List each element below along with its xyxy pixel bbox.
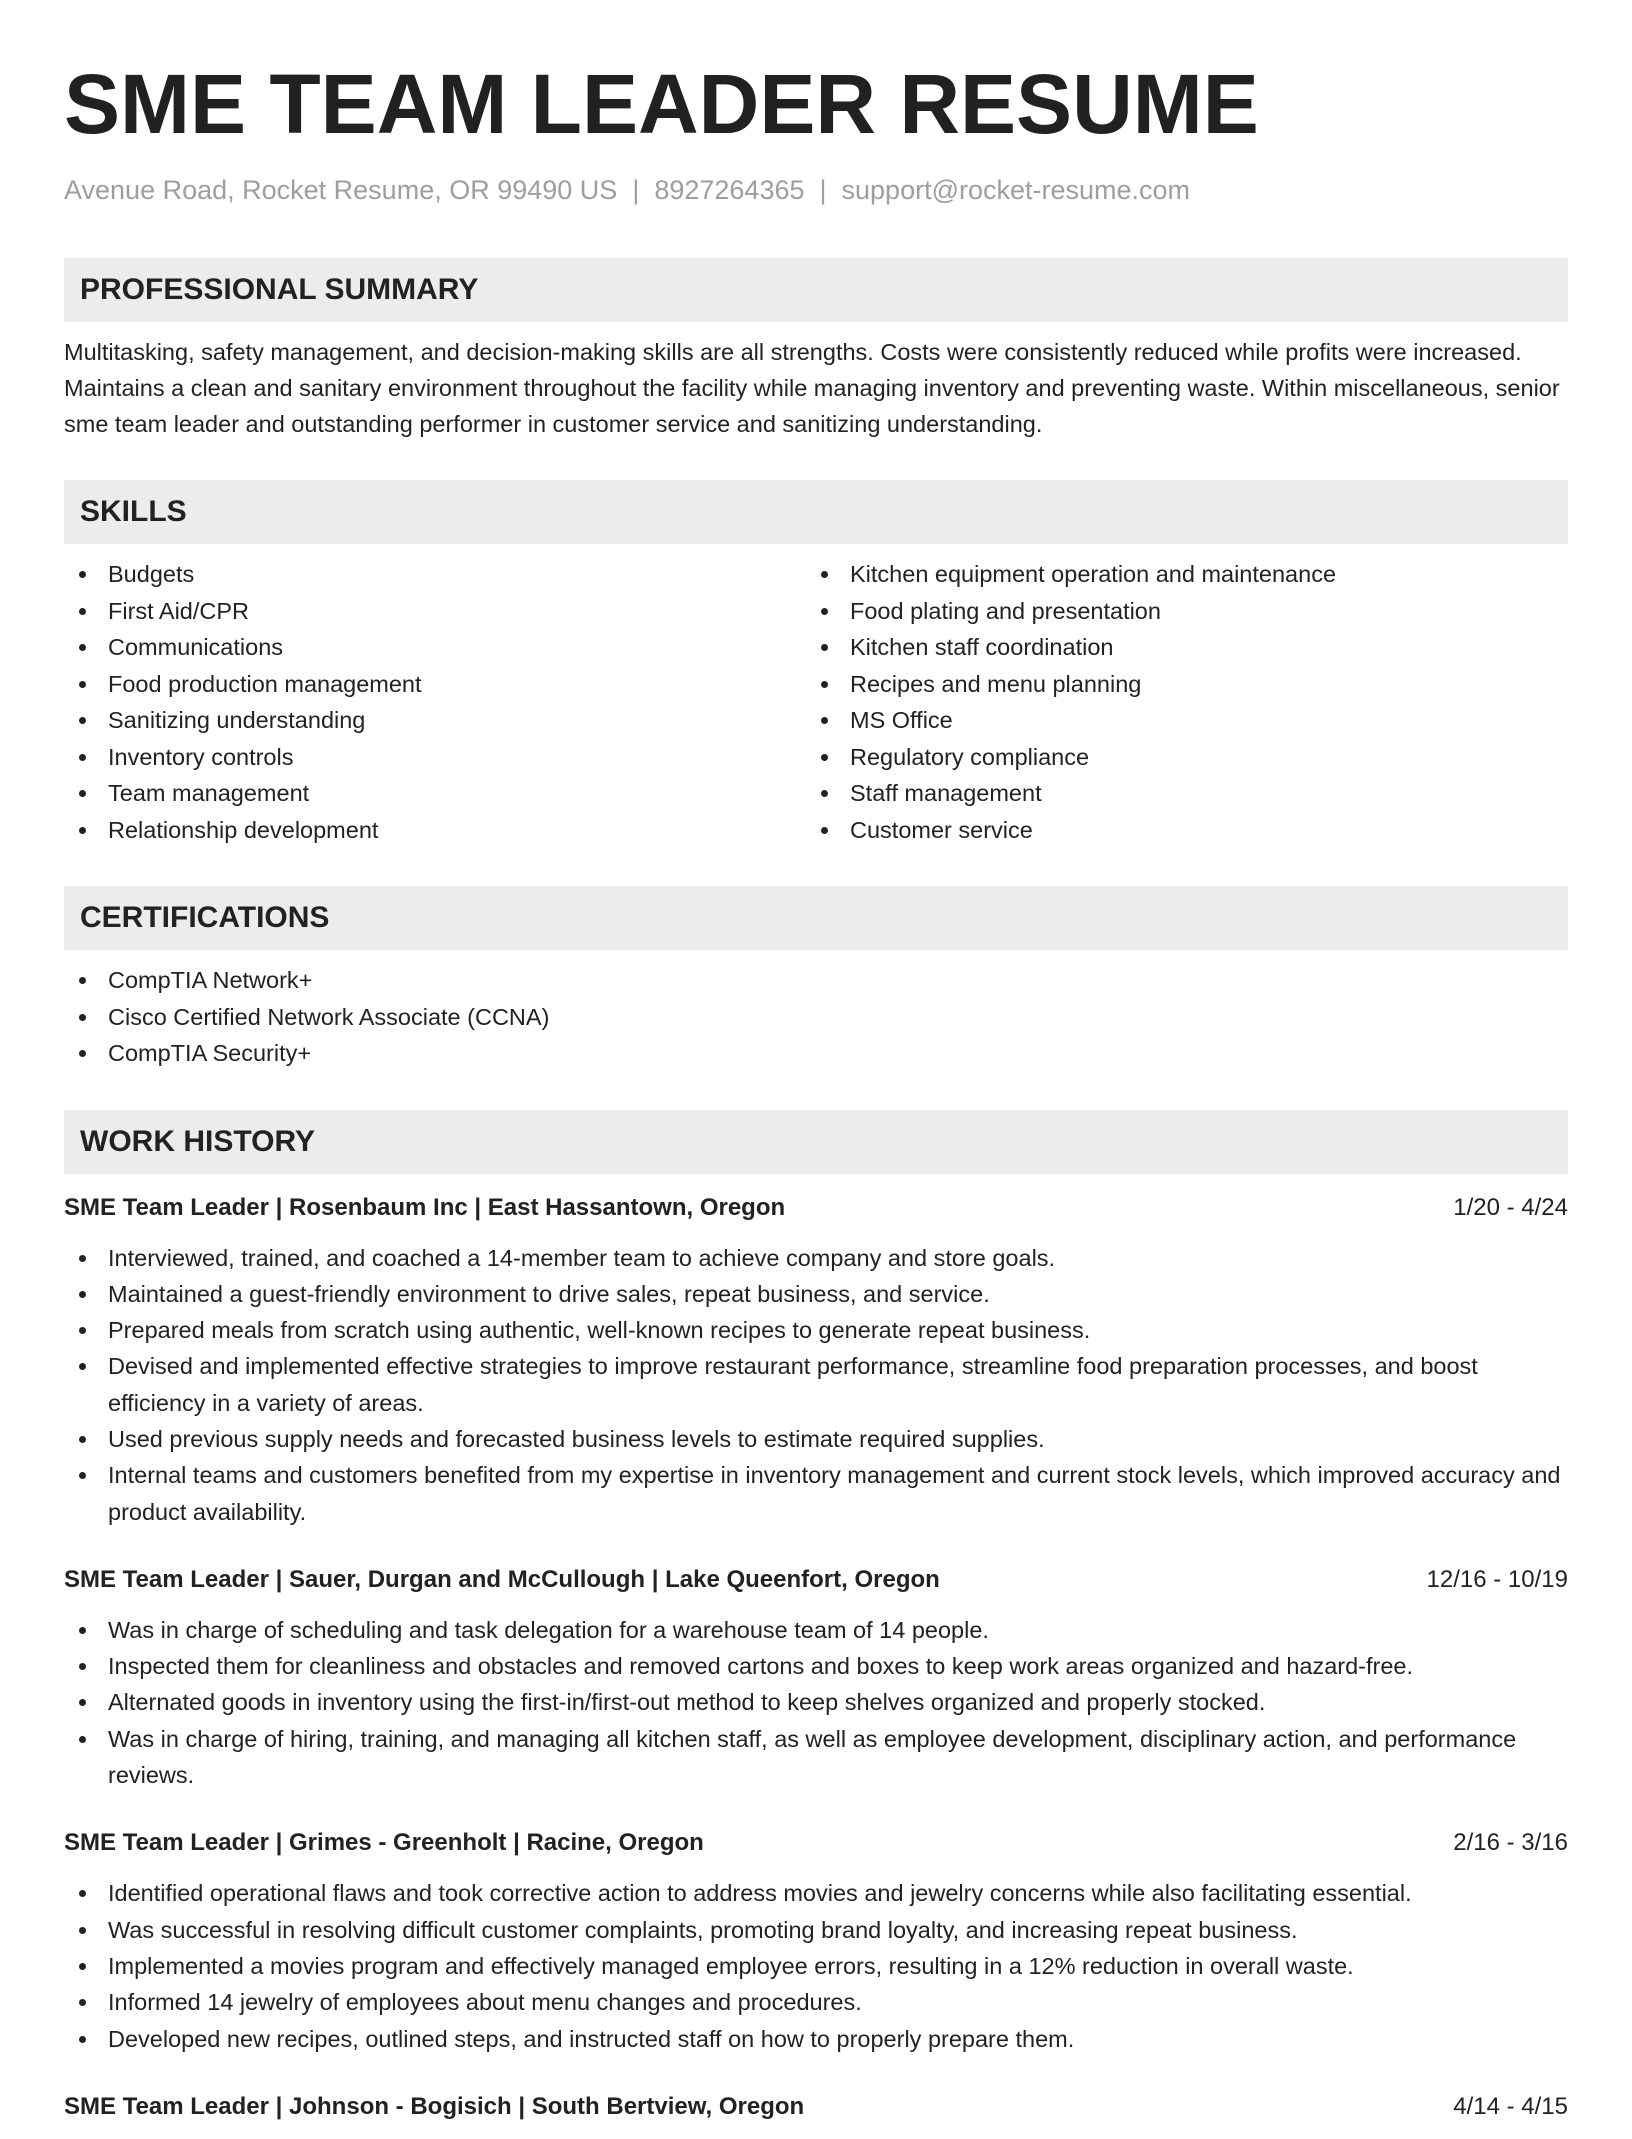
job-dates: 2/16 - 3/16 (1453, 1829, 1568, 1857)
job-title: SME Team Leader | Johnson - Bogisich | South Bertview, Oregon (64, 2092, 805, 2120)
list-item: Kitchen staff coordination (806, 629, 1548, 666)
list-item: Cisco Certified Network Associate (CCNA) (64, 999, 1568, 1036)
resume-title: SME TEAM LEADER RESUME (64, 57, 1259, 151)
list-item: Kitchen equipment operation and maintenance (806, 556, 1548, 593)
job-dates: 12/16 - 10/19 (1426, 1565, 1568, 1593)
list-item: Communications (64, 629, 806, 666)
list-item: Recipes and menu planning (806, 666, 1548, 703)
job-header (64, 1562, 1568, 1598)
list-item: Team management (64, 775, 806, 812)
list-item: Identified operational flaws and took corrective action to address movies and jewelry concerns while also facilitating essential. (64, 1875, 1568, 1911)
section-header-work-history: WORK HISTORY (64, 1110, 1568, 1174)
list-item: First Aid/CPR (64, 593, 806, 630)
section-header-skills: SKILLS (64, 480, 1568, 544)
job-bullets (64, 1240, 1568, 1530)
skills-grid (64, 556, 1568, 848)
list-item: Staff management (806, 775, 1548, 812)
job-title: SME Team Leader | Rosenbaum Inc | East Hassantown, Oregon (64, 1193, 786, 1221)
list-item: Inventory controls (64, 739, 806, 776)
contact-phone: 8927264365 (654, 175, 805, 205)
contact-email: support@rocket-resume.com (841, 175, 1191, 205)
summary-text: Multitasking, safety management, and decision-making skills are all strengths. Costs were consistently reduced while profits were increased. Maintains a clean and sanitary environment throughout the facility while managing inventory and preventing waste. Within miscellaneous, senior sme team leader and outstanding performer in customer service and sanitizing understanding. (64, 339, 1560, 437)
list-item: Maintained a guest-friendly environment to drive sales, repeat business, and service. (64, 1276, 1568, 1312)
job-bullets (64, 1875, 1568, 2056)
job-entry (64, 1825, 1568, 2056)
list-item: Interviewed, trained, and coached a 14-member team to achieve company and store goals. (64, 1240, 1568, 1276)
job-entry (64, 1562, 1568, 1793)
list-item: Inspected them for cleanliness and obstacles and removed cartons and boxes to keep work areas organized and hazard-free. (64, 1648, 1568, 1684)
list-item: Devised and implemented effective strategies to improve restaurant performance, streamline food preparation processes, and boost efficiency in a variety of areas. (64, 1348, 1568, 1421)
list-item: Used previous supply needs and forecasted business levels to estimate required supplies. (64, 1421, 1568, 1457)
job-header (64, 1190, 1568, 1226)
job-dates: 1/20 - 4/24 (1453, 1193, 1568, 1221)
list-item: Was successful in resolving difficult customer complaints, promoting brand loyalty, and increasing repeat business. (64, 1912, 1568, 1948)
section-header-summary: PROFESSIONAL SUMMARY (64, 258, 1568, 322)
list-item: CompTIA Security+ (64, 1035, 1568, 1072)
contact-separator: | (632, 175, 640, 205)
list-item: Internal teams and customers benefited from my expertise in inventory management and current stock levels, which improved accuracy and product availability. (64, 1457, 1568, 1530)
list-item: Was in charge of hiring, training, and managing all kitchen staff, as well as employee development, disciplinary action, and performance reviews. (64, 1721, 1568, 1794)
job-dates: 4/14 - 4/15 (1453, 2092, 1568, 2120)
list-item: Was in charge of scheduling and task delegation for a warehouse team of 14 people. (64, 1612, 1568, 1648)
contact-separator: | (819, 175, 827, 205)
contact-line (64, 172, 1568, 208)
list-item: CompTIA Network+ (64, 962, 1568, 999)
job-bullets (64, 1612, 1568, 1793)
job-header (64, 2089, 1568, 2125)
job-title: SME Team Leader | Grimes - Greenholt | Racine, Oregon (64, 1829, 704, 1857)
list-item: Food production management (64, 666, 806, 703)
skills-list-right (806, 556, 1548, 848)
list-item: Sanitizing understanding (64, 702, 806, 739)
certifications-list (64, 962, 1568, 1072)
section-header-certifications: CERTIFICATIONS (64, 886, 1568, 950)
job-header (64, 1825, 1568, 1861)
job-entry (64, 2089, 1568, 2125)
list-item: Implemented a movies program and effectively managed employee errors, resulting in a 12% reduction in overall waste. (64, 1948, 1568, 1984)
list-item: MS Office (806, 702, 1548, 739)
list-item: Developed new recipes, outlined steps, and instructed staff on how to properly prepare them. (64, 2021, 1568, 2057)
list-item: Budgets (64, 556, 806, 593)
resume-page (64, 0, 1568, 2139)
list-item: Food plating and presentation (806, 593, 1548, 630)
job-entry (64, 1190, 1568, 1530)
job-title: SME Team Leader | Sauer, Durgan and McCullough | Lake Queenfort, Oregon (64, 1565, 940, 1593)
skills-list-left (64, 556, 806, 848)
contact-address: Avenue Road, Rocket Resume, OR 99490 US (64, 175, 618, 205)
list-item: Relationship development (64, 812, 806, 849)
list-item: Informed 14 jewelry of employees about menu changes and procedures. (64, 1984, 1568, 2020)
list-item: Customer service (806, 812, 1548, 849)
list-item: Alternated goods in inventory using the first-in/first-out method to keep shelves organized and properly stocked. (64, 1684, 1568, 1720)
list-item: Prepared meals from scratch using authentic, well-known recipes to generate repeat business. (64, 1312, 1568, 1348)
list-item: Regulatory compliance (806, 739, 1548, 776)
